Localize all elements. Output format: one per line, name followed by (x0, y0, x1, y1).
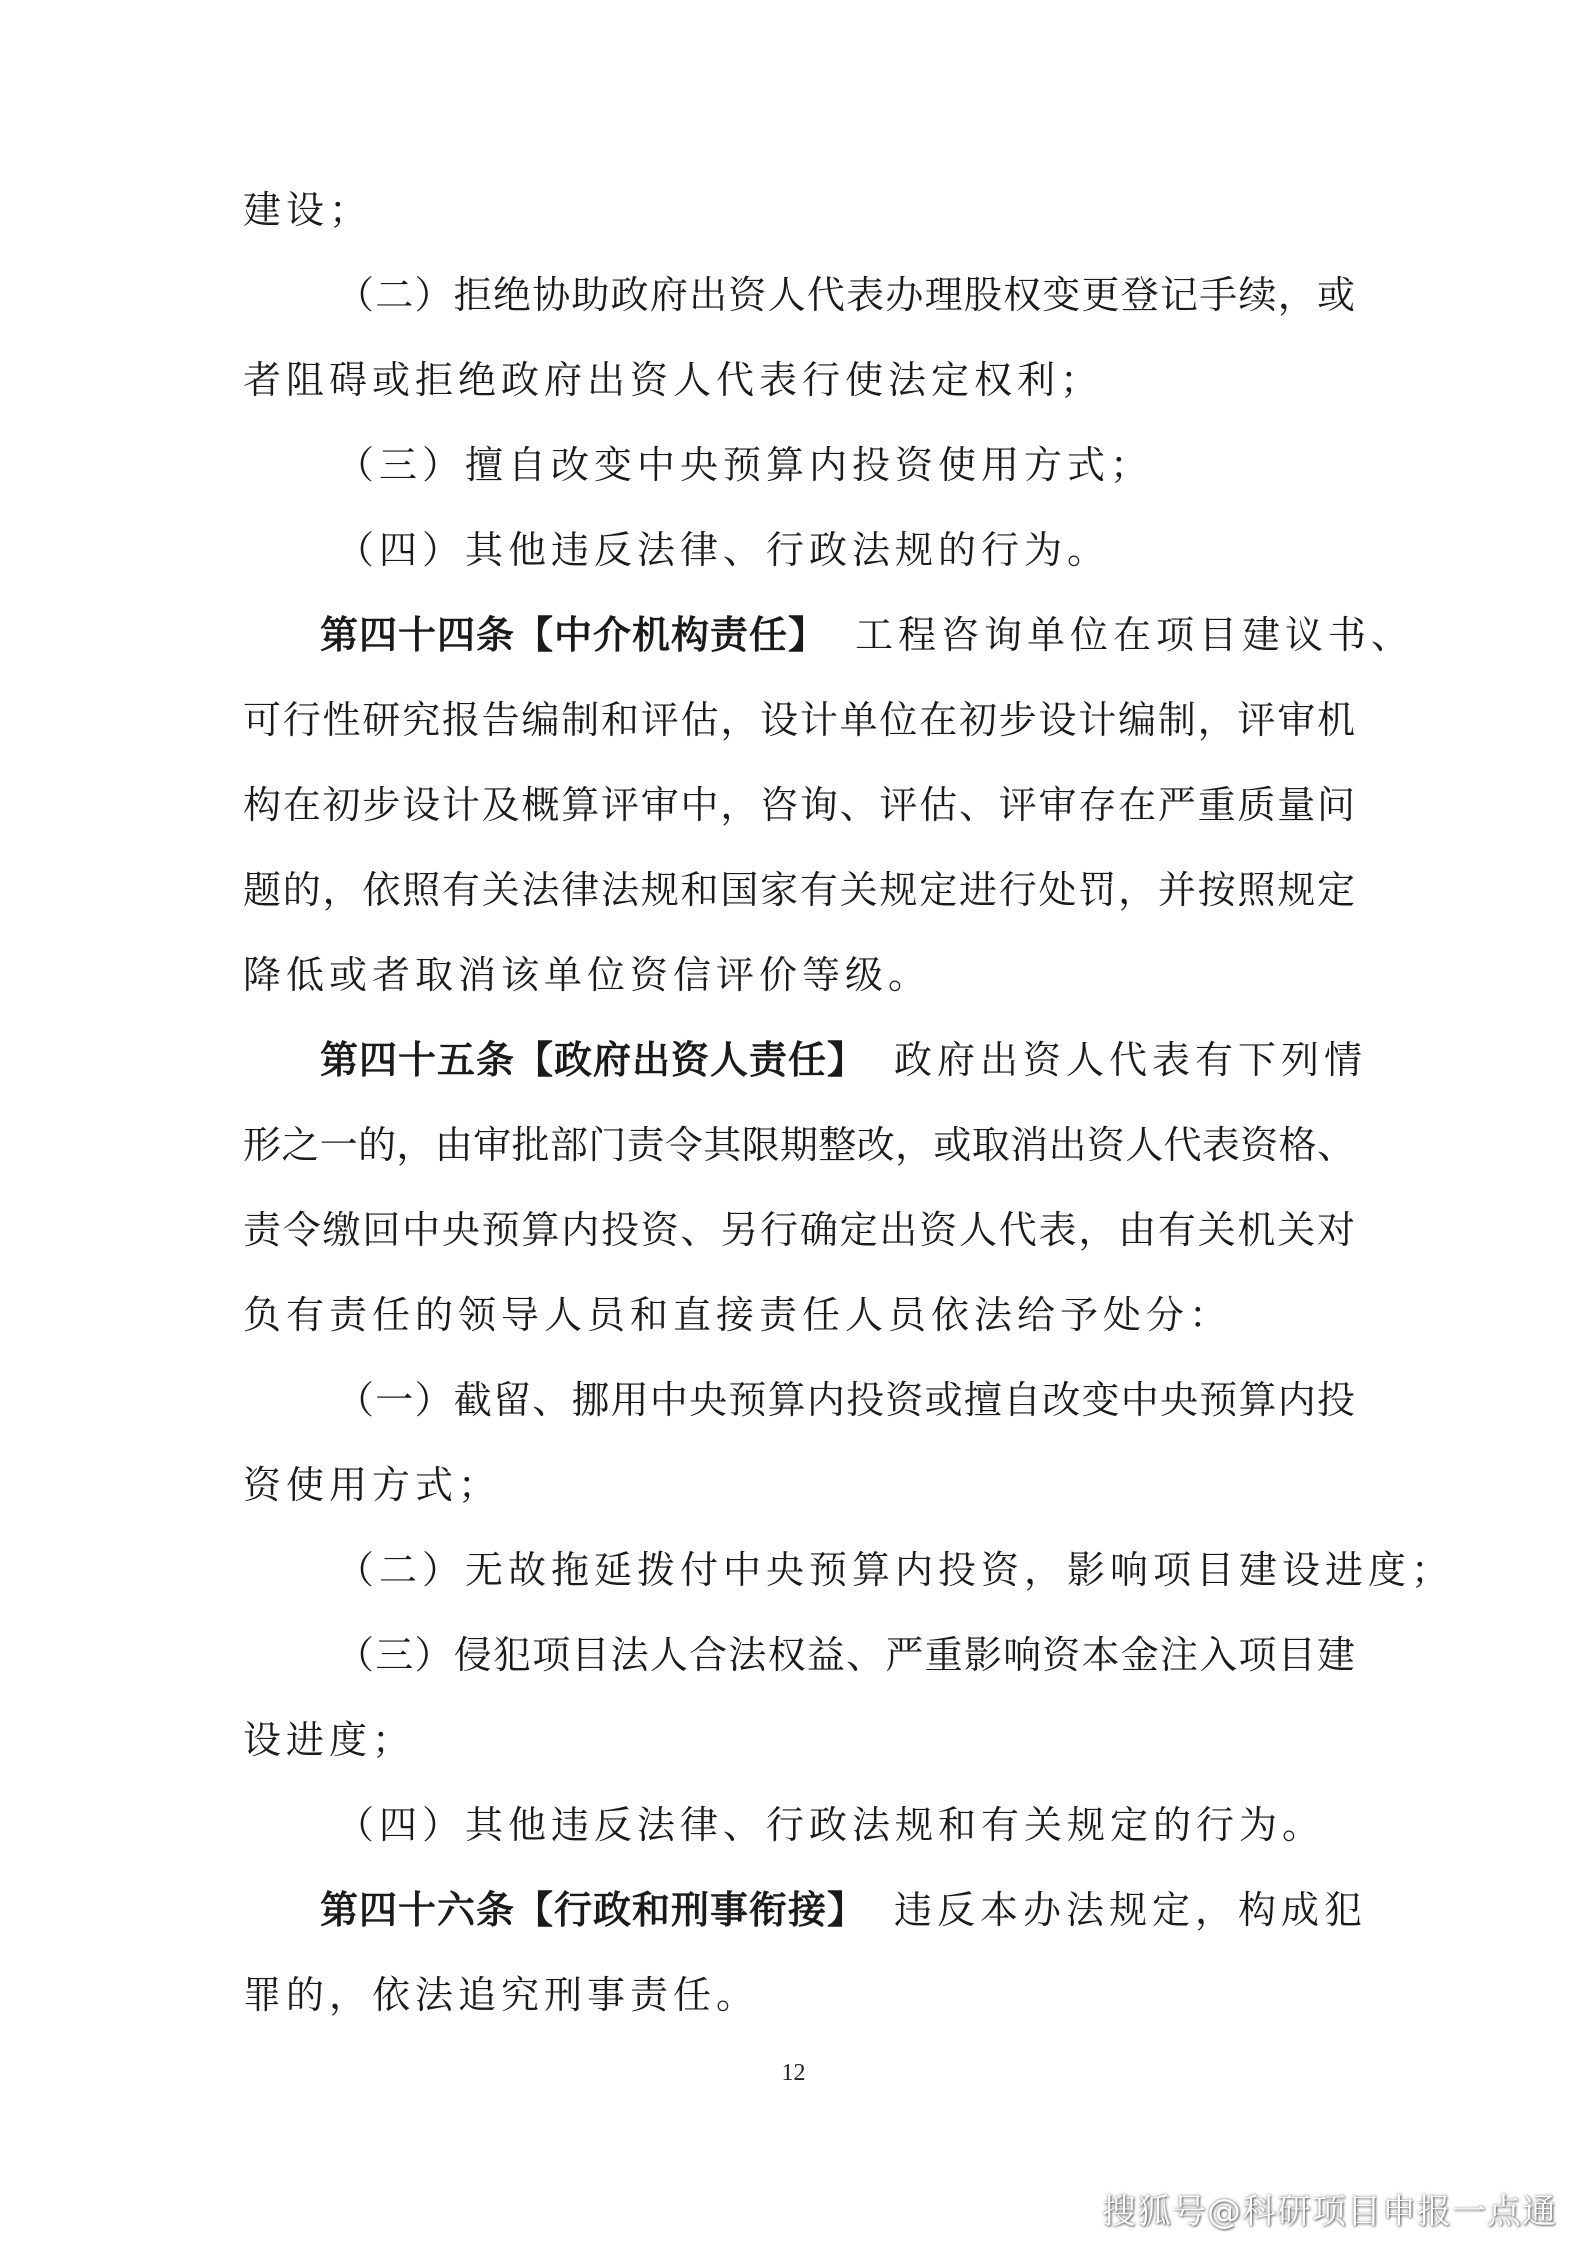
watermark: 搜狐号@科研项目申报一点通 (1102, 2192, 1557, 2232)
text-line: （一）截留、挪用中央预算内投资或擅自改变中央预算内投 (336, 1378, 1355, 1422)
article-44-heading: 第四十四条【中介机构责任】 (320, 613, 828, 657)
text-line: 者阻碍或拒绝政府出资人代表行使法定权利； (243, 358, 1104, 402)
text-line: （二）无故拖延拨付中央预算内投资，影响项目建设进度； (336, 1548, 1455, 1592)
text-line: 构在初步设计及概算评审中，咨询、评估、评审存在严重质量问 (243, 783, 1355, 827)
text-line: （四）其他违反法律、行政法规和有关规定的行为。 (336, 1803, 1326, 1847)
text-line: （三）擅自改变中央预算内投资使用方式； (336, 443, 1154, 487)
text-line: （二）拒绝协助政府出资人代表办理股权变更登记手续，或 (336, 273, 1355, 317)
text-line: （三）侵犯项目法人合法权益、严重影响资本金注入项目建 (336, 1633, 1355, 1677)
article-45-line: 第四十五条【政府出资人责任】 政府出资人代表有下列情 (320, 1038, 1368, 1082)
page-number: 12 (781, 2060, 806, 2086)
text-line: 罪的，依法追究刑事责任。 (243, 1973, 760, 2017)
article-44-line: 第四十四条【中介机构责任】 工程咨询单位在项目建议书、 (320, 613, 1415, 657)
text-line: 降低或者取消该单位资信评价等级。 (243, 953, 932, 997)
text-line: 设进度； (243, 1718, 416, 1762)
article-45-heading: 第四十五条【政府出资人责任】 (320, 1038, 867, 1082)
text-line: （四）其他违反法律、行政法规的行为。 (336, 528, 1111, 572)
text-line: 责令缴回中央预算内投资、另行确定出资人代表，由有关机关对 (243, 1208, 1355, 1252)
text-line: 负有责任的领导人员和直接责任人员依法给予处分： (243, 1293, 1233, 1337)
text-line: 可行性研究报告编制和评估，设计单位在初步设计编制，评审机 (243, 698, 1355, 742)
text-line: 形之一的，由审批部门责令其限期整改，或取消出资人代表资格、 (243, 1123, 1355, 1167)
text-line: 题的，依照有关法律法规和国家有关规定进行处罚，并按照规定 (243, 868, 1355, 912)
article-46-heading: 第四十六条【行政和刑事衔接】 (320, 1888, 867, 1932)
text-line: 资使用方式； (243, 1463, 502, 1507)
text-line: 建设； (243, 188, 373, 232)
article-46-line: 第四十六条【行政和刑事衔接】 违反本办法规定，构成犯 (320, 1888, 1368, 1932)
